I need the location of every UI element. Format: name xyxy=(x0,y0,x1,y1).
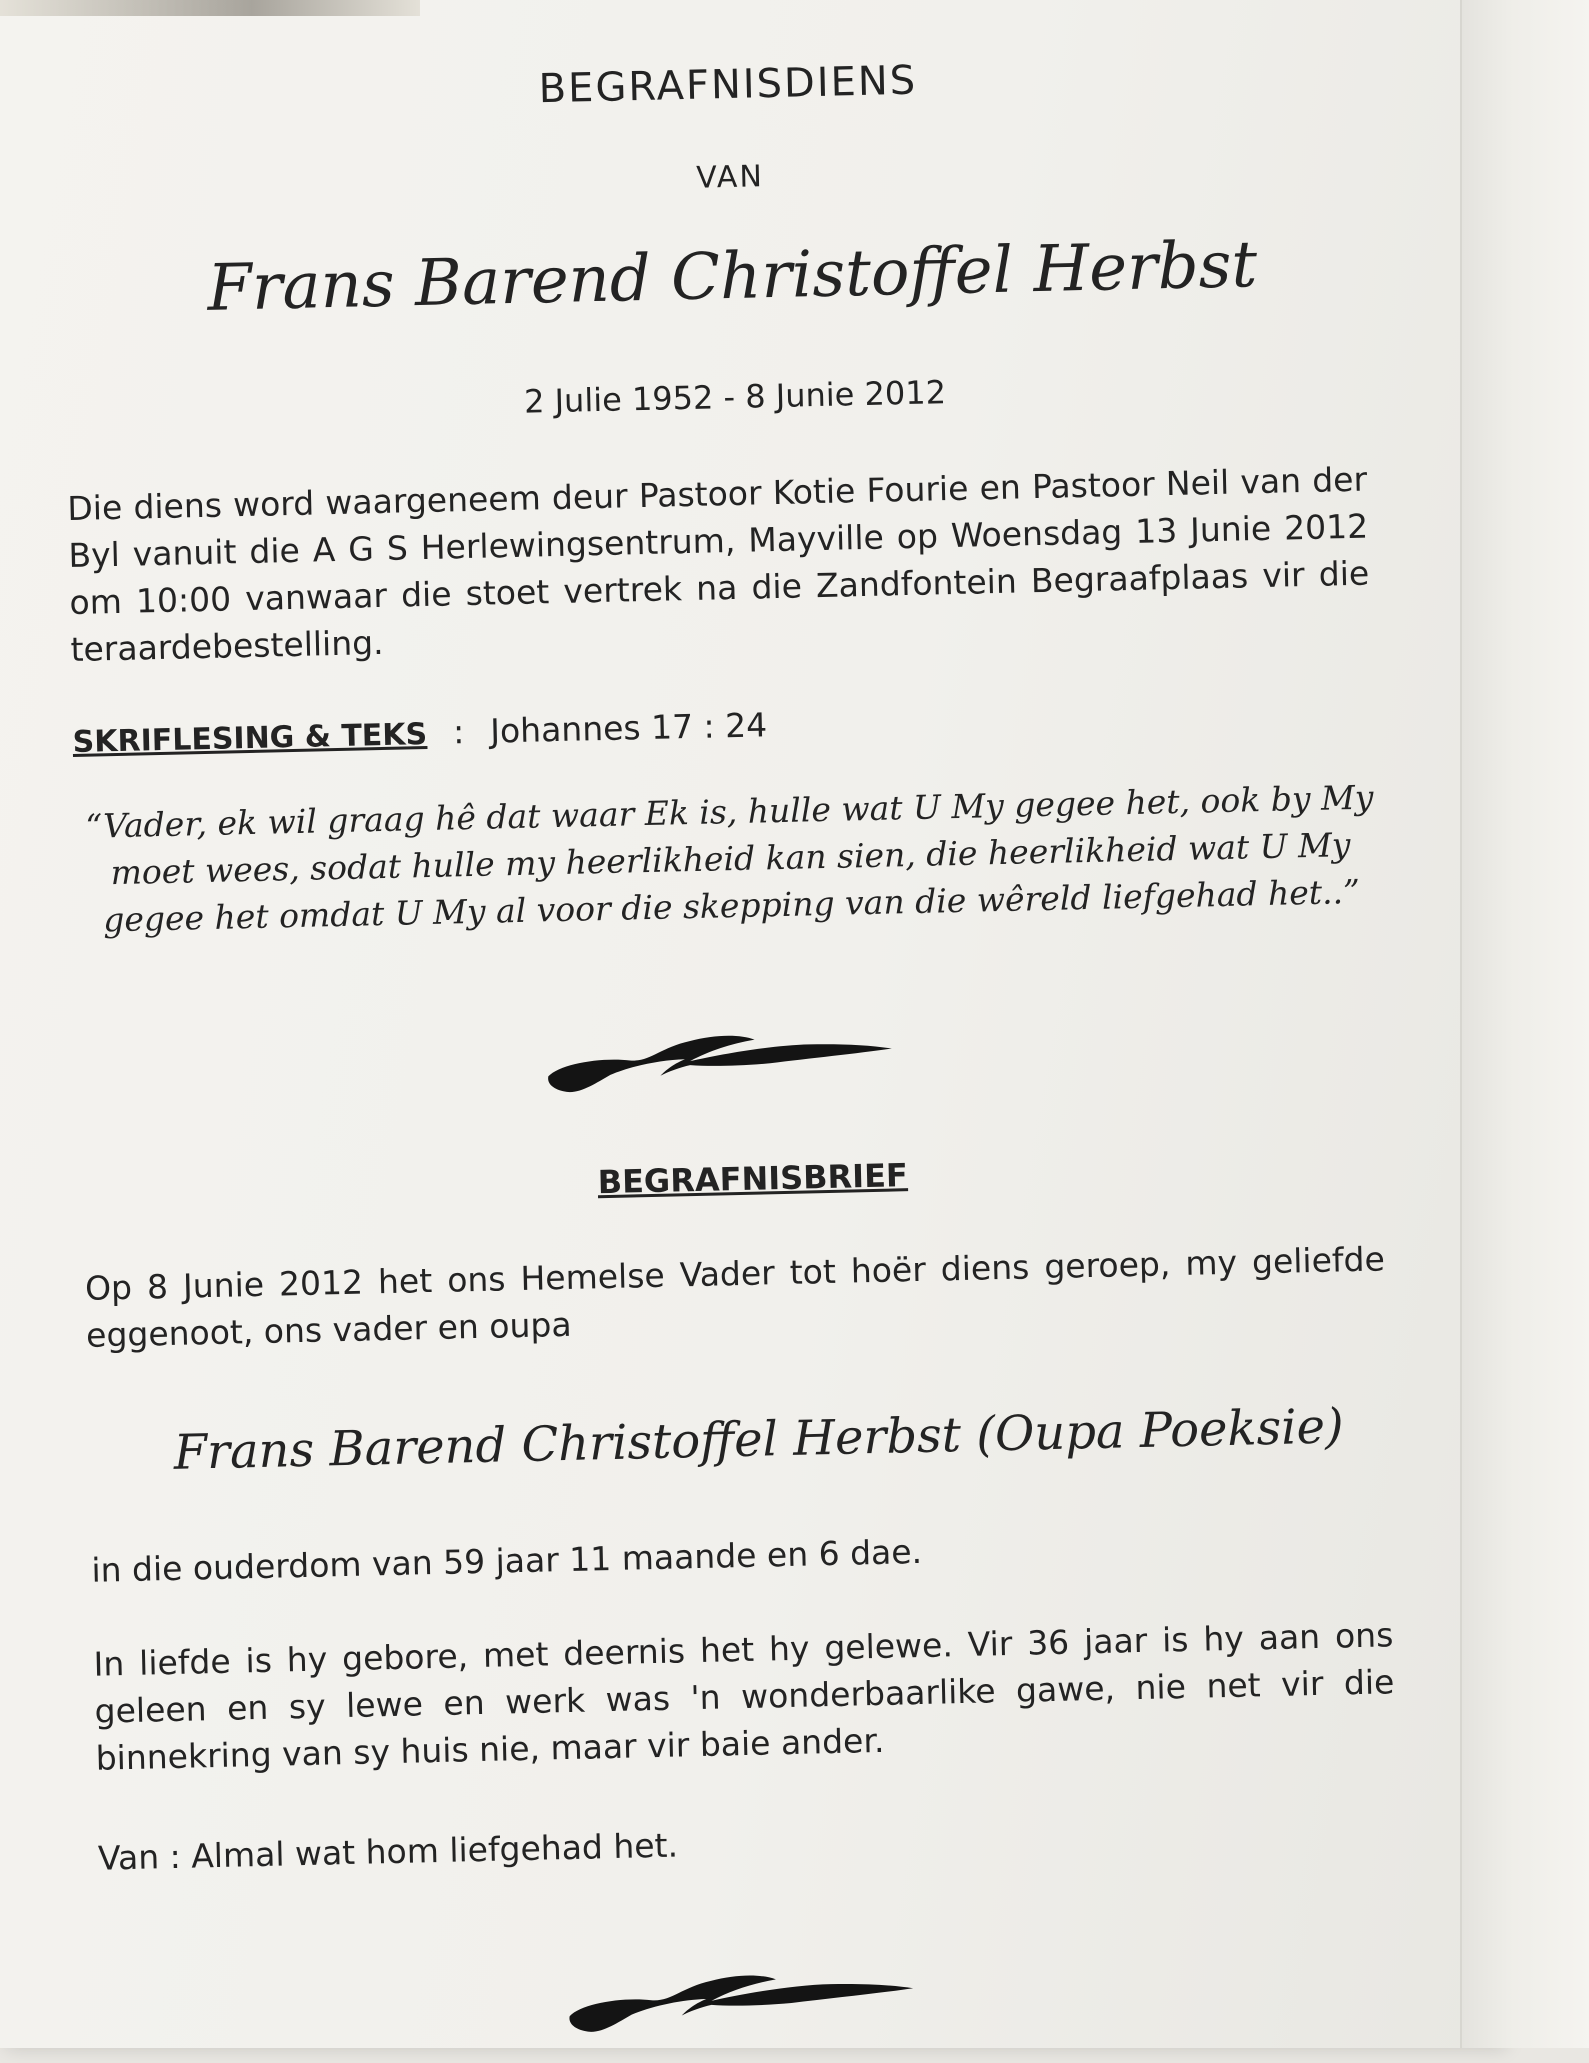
letter-heading: BEGRAFNISBRIEF xyxy=(597,1156,909,1202)
scripture-reading xyxy=(72,692,1373,760)
paper-edge xyxy=(1460,0,1589,2048)
document-title: BEGRAFNISDIENS xyxy=(538,57,918,113)
scripture-label: SKRIFLESING & TEKS xyxy=(72,716,428,761)
scripture-verse: “Vader, ek wil graag hê dat waar Ek is, hulle wat U My gegee het, ook by My moet wees, sodat hulle my heerlikheid kan sien, die heerlikheid wat U My gegee het omdat U My al voor die skepping van die wêreld liefgehad het..” xyxy=(84,777,1374,940)
service-paragraph: Die diens word waargeneem deur Pastoor Kotie Fourie en Pastoor Neil van der Byl vanuit die A G S Herlewingsentrum, Mayville op Woensdag 13 Junie 2012 om 10:00 vanwaar die stoet vertrek na die Zandfontein Begraafplaas vir die teraardebestelling. xyxy=(66,459,1370,670)
from-line: Van : Almal wat hom liefgehad het. xyxy=(97,1825,679,1878)
letter-intro: Op 8 Junie 2012 het ons Hemelse Vader tot hoër diens geroep, my geliefde eggenoot, ons vader en oupa xyxy=(84,1239,1386,1355)
life-dates: 2 Julie 1952 - 8 Junie 2012 xyxy=(523,373,947,421)
deceased-name-nickname: Frans Barend Christoffel Herbst (Oupa Poeksie) xyxy=(173,1398,1345,1481)
document-content xyxy=(56,0,1442,2063)
of-label: VAN xyxy=(695,159,765,196)
ornament-flourish-icon xyxy=(539,1016,901,1104)
tribute-paragraph: In liefde is hy gebore, met deernis het hy gelewe. Vir 36 jaar is hy aan ons geleen en sy lewe en werk was 'n wonderbaarlike gawe, nie net vir die binnekring van sy huis nie, maar vir baie ander. xyxy=(93,1615,1395,1778)
deceased-name: Frans Barend Christoffel Herbst xyxy=(206,228,1258,326)
ornament-flourish-bottom-icon xyxy=(561,1956,923,2044)
scripture-reference: Johannes 17 : 24 xyxy=(489,705,768,751)
age-line: in die ouderdom van 59 jaar 11 maande en 6 dae. xyxy=(91,1531,923,1590)
scripture-separator: : xyxy=(452,712,465,752)
